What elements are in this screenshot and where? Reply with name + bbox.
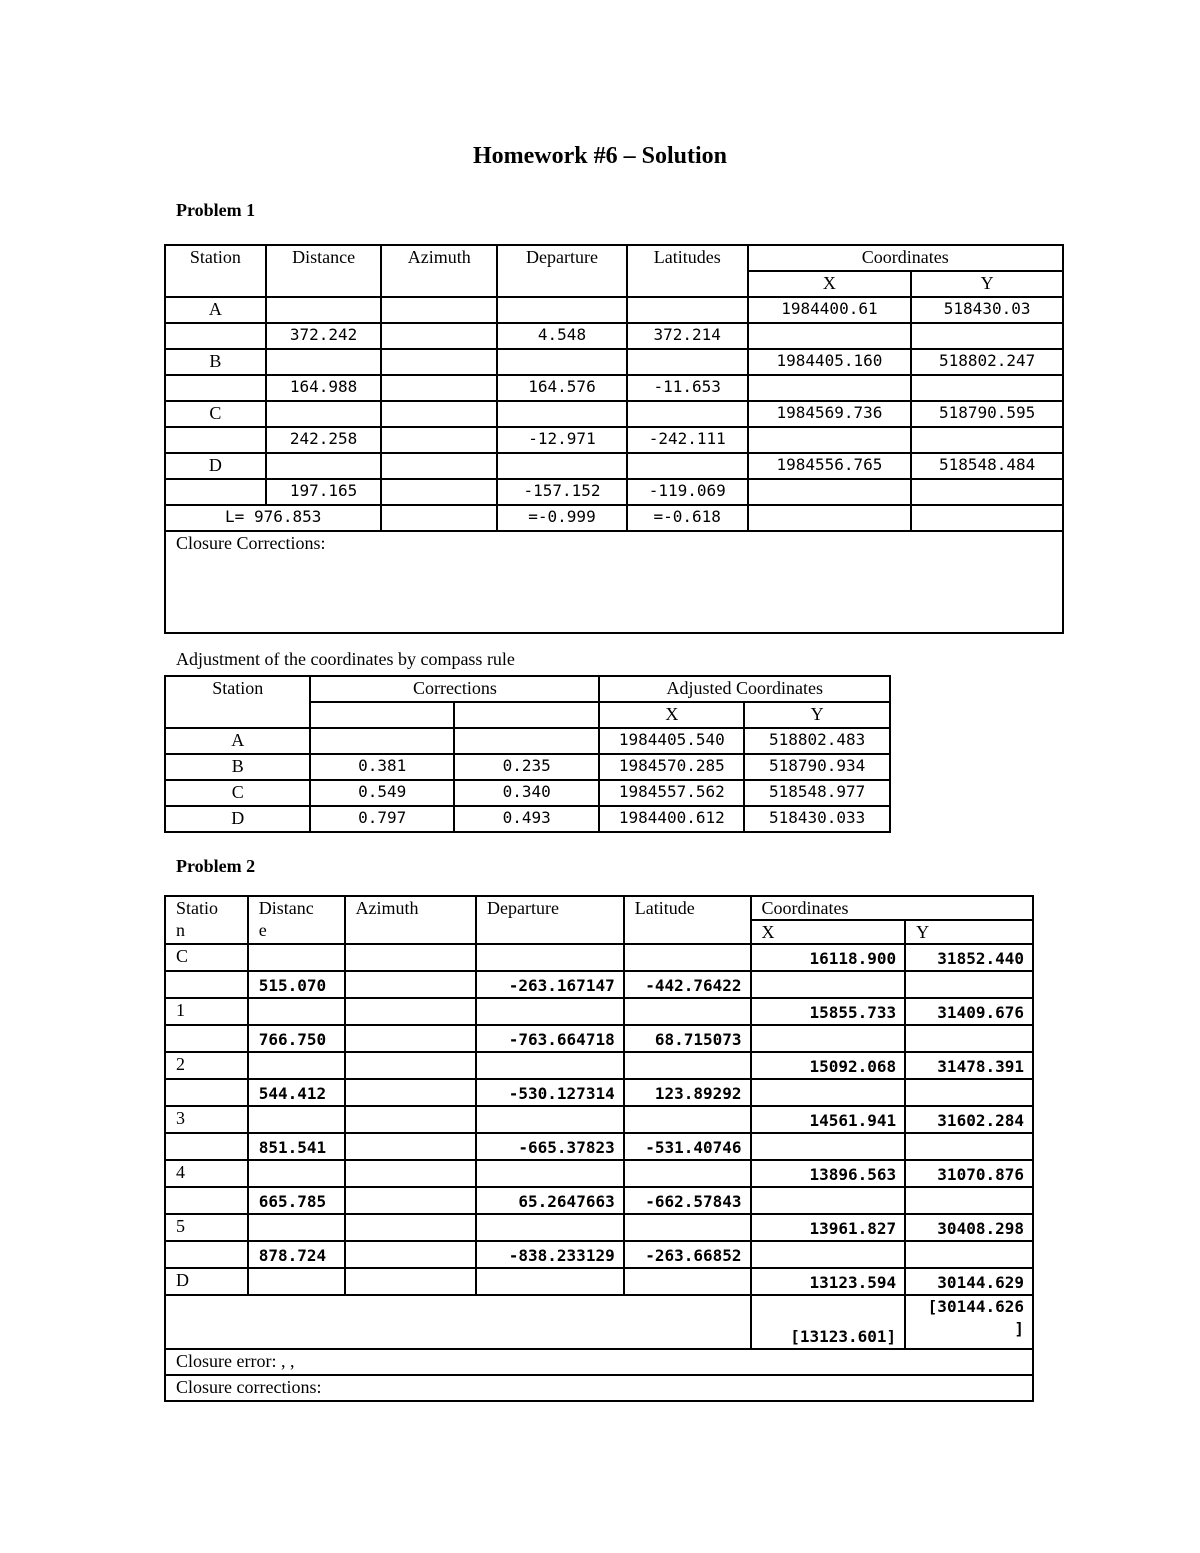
p2-header-departure: Departure xyxy=(476,896,624,944)
empty-cell xyxy=(165,323,266,349)
table-row xyxy=(165,1214,1033,1241)
adj-header-corrections: Corrections xyxy=(310,676,599,702)
header-departure: Departure xyxy=(497,245,627,297)
table-row xyxy=(165,323,1063,349)
adjusted-y-cell: 518548.977 xyxy=(744,780,890,806)
header-coordinates: Coordinates xyxy=(748,245,1063,271)
y-cell: 31070.876 xyxy=(905,1160,1033,1187)
empty-cell xyxy=(381,323,497,349)
y-cell: 30144.629 xyxy=(905,1268,1033,1295)
distance-cell: 544.412 xyxy=(248,1079,345,1106)
empty-cell xyxy=(165,1133,248,1160)
total-latitude: =-0.618 xyxy=(627,505,748,531)
empty-cell xyxy=(345,1025,476,1052)
x-cell: 13123.594 xyxy=(751,1268,906,1295)
latitude-cell: -662.57843 xyxy=(624,1187,751,1214)
p2-header-latitude: Latitude xyxy=(624,896,751,944)
known-y xyxy=(905,1295,1033,1349)
correction-x-cell: 0.381 xyxy=(310,754,453,780)
header-x: X xyxy=(748,271,912,297)
empty-cell xyxy=(627,401,748,427)
table-row xyxy=(165,1052,1033,1079)
distance-cell: 766.750 xyxy=(248,1025,345,1052)
empty-cell xyxy=(911,505,1063,531)
empty-cell xyxy=(476,1106,624,1133)
empty-cell xyxy=(751,971,906,998)
adj-header-x: X xyxy=(599,702,744,728)
departure-cell: -12.971 xyxy=(497,427,627,453)
table-row xyxy=(165,806,890,832)
empty-cell xyxy=(345,1187,476,1214)
empty-cell xyxy=(624,1160,751,1187)
empty-cell xyxy=(751,1133,906,1160)
empty-cell xyxy=(248,1106,345,1133)
departure-cell: -665.37823 xyxy=(476,1133,624,1160)
x-cell: 16118.900 xyxy=(751,944,906,971)
empty-cell xyxy=(476,998,624,1025)
table-row xyxy=(165,780,890,806)
empty-cell xyxy=(751,1079,906,1106)
empty-cell xyxy=(476,1214,624,1241)
distance-cell: 372.242 xyxy=(266,323,382,349)
empty-cell xyxy=(751,1187,906,1214)
empty-cell xyxy=(627,349,748,375)
closure-error: Closure error: , , xyxy=(165,1349,1033,1375)
p2-header-coordinates: Coordinates xyxy=(751,896,1033,920)
empty-cell xyxy=(165,427,266,453)
empty-cell xyxy=(748,323,912,349)
p2-header-y: Y xyxy=(905,920,1033,944)
empty-cell xyxy=(751,1025,906,1052)
table-row xyxy=(165,479,1063,505)
problem1-table xyxy=(164,244,1064,634)
distance-cell: 242.258 xyxy=(266,427,382,453)
latitude-cell: -531.40746 xyxy=(624,1133,751,1160)
x-cell: 15092.068 xyxy=(751,1052,906,1079)
empty-cell xyxy=(165,1025,248,1052)
empty-cell xyxy=(476,944,624,971)
header-y: Y xyxy=(911,271,1063,297)
empty-cell xyxy=(381,375,497,401)
empty-cell xyxy=(748,479,912,505)
empty-cell xyxy=(497,297,627,323)
empty-cell xyxy=(497,349,627,375)
x-cell: 1984569.736 xyxy=(748,401,912,427)
station-cell: D xyxy=(165,1268,248,1295)
y-cell: 518430.03 xyxy=(911,297,1063,323)
empty-cell xyxy=(911,427,1063,453)
table-row xyxy=(165,1079,1033,1106)
known-coordinates-row xyxy=(165,1295,1033,1349)
station-cell: C xyxy=(165,944,248,971)
correction-y-cell: 0.235 xyxy=(454,754,599,780)
empty-cell xyxy=(248,1052,345,1079)
departure-cell: 164.576 xyxy=(497,375,627,401)
latitude-cell: 68.715073 xyxy=(624,1025,751,1052)
problem1-heading: Problem 1 xyxy=(176,200,256,220)
distance-cell: 851.541 xyxy=(248,1133,345,1160)
total-departure: =-0.999 xyxy=(497,505,627,531)
empty-cell xyxy=(345,1052,476,1079)
empty-cell xyxy=(248,998,345,1025)
closure-error-row xyxy=(165,1349,1033,1375)
correction-x-cell xyxy=(310,728,453,754)
empty-cell xyxy=(345,1106,476,1133)
closure-corrections: Closure Corrections: xyxy=(165,531,1063,633)
empty-cell xyxy=(624,1214,751,1241)
y-cell: 31602.284 xyxy=(905,1106,1033,1133)
empty-cell xyxy=(345,1268,476,1295)
adjusted-y-cell: 518430.033 xyxy=(744,806,890,832)
y-cell: 518548.484 xyxy=(911,453,1063,479)
p2-header-x: X xyxy=(751,920,906,944)
empty-cell xyxy=(345,1133,476,1160)
header-azimuth: Azimuth xyxy=(381,245,497,297)
empty-cell xyxy=(748,505,912,531)
adj-header-y: Y xyxy=(744,702,890,728)
empty-cell xyxy=(751,1241,906,1268)
table-row xyxy=(165,1187,1033,1214)
empty-cell xyxy=(345,998,476,1025)
empty-cell xyxy=(748,375,912,401)
problem2-heading: Problem 2 xyxy=(176,856,256,876)
table-row xyxy=(165,971,1033,998)
empty-cell xyxy=(381,349,497,375)
latitude-cell: -119.069 xyxy=(627,479,748,505)
adj-header-blank xyxy=(454,702,599,728)
empty-cell xyxy=(381,453,497,479)
known-y-a: [30144.626 xyxy=(927,1297,1024,1316)
p2-header-distance: Distanc e xyxy=(248,896,345,944)
empty-cell xyxy=(905,1187,1033,1214)
adjusted-x-cell: 1984405.540 xyxy=(599,728,744,754)
closure-corrections-row xyxy=(165,1375,1033,1401)
empty-cell xyxy=(266,349,382,375)
x-cell: 13961.827 xyxy=(751,1214,906,1241)
latitude-cell: 372.214 xyxy=(627,323,748,349)
adjusted-x-cell: 1984400.612 xyxy=(599,806,744,832)
table-row xyxy=(165,998,1033,1025)
empty-cell xyxy=(266,297,382,323)
correction-y-cell: 0.493 xyxy=(454,806,599,832)
total-length: L= 976.853 xyxy=(165,505,381,531)
table-row xyxy=(165,297,1063,323)
station-cell: 3 xyxy=(165,1106,248,1133)
empty-cell xyxy=(165,479,266,505)
empty-cell xyxy=(248,1160,345,1187)
empty-cell xyxy=(266,453,382,479)
empty-cell xyxy=(165,971,248,998)
known-y-b: ] xyxy=(1014,1319,1024,1338)
x-cell: 15855.733 xyxy=(751,998,906,1025)
x-cell: 14561.941 xyxy=(751,1106,906,1133)
empty-cell xyxy=(248,944,345,971)
station-cell: 2 xyxy=(165,1052,248,1079)
empty-cell xyxy=(266,401,382,427)
header-latitudes: Latitudes xyxy=(627,245,748,297)
empty-cell xyxy=(345,944,476,971)
empty-cell xyxy=(248,1268,345,1295)
empty-cell xyxy=(165,1295,751,1349)
empty-cell xyxy=(165,375,266,401)
adjusted-x-cell: 1984557.562 xyxy=(599,780,744,806)
problem2-table xyxy=(164,895,1034,1402)
adj-header-adjusted: Adjusted Coordinates xyxy=(599,676,890,702)
empty-cell xyxy=(381,401,497,427)
station-cell: 4 xyxy=(165,1160,248,1187)
empty-cell xyxy=(381,505,497,531)
known-x: [13123.601] xyxy=(751,1295,906,1349)
station-cell: C xyxy=(165,780,310,806)
latitude-cell: -242.111 xyxy=(627,427,748,453)
latitude-cell: -263.66852 xyxy=(624,1241,751,1268)
distance-cell: 197.165 xyxy=(266,479,382,505)
empty-cell xyxy=(911,479,1063,505)
table-row xyxy=(165,1133,1033,1160)
empty-cell xyxy=(627,297,748,323)
empty-cell xyxy=(748,427,912,453)
departure-cell: -838.233129 xyxy=(476,1241,624,1268)
station-cell: D xyxy=(165,806,310,832)
empty-cell xyxy=(905,1025,1033,1052)
x-cell: 13896.563 xyxy=(751,1160,906,1187)
table-row xyxy=(165,375,1063,401)
totals-row xyxy=(165,505,1063,531)
station-cell: B xyxy=(165,754,310,780)
empty-cell xyxy=(165,1241,248,1268)
empty-cell xyxy=(624,1052,751,1079)
station-cell: 5 xyxy=(165,1214,248,1241)
table-row xyxy=(165,1268,1033,1295)
departure-cell: -763.664718 xyxy=(476,1025,624,1052)
y-cell: 30408.298 xyxy=(905,1214,1033,1241)
header-distance: Distance xyxy=(266,245,382,297)
y-cell: 31852.440 xyxy=(905,944,1033,971)
table-row xyxy=(165,1160,1033,1187)
empty-cell xyxy=(905,1079,1033,1106)
empty-cell xyxy=(624,944,751,971)
departure-cell: 4.548 xyxy=(497,323,627,349)
closure-corrections: Closure corrections: xyxy=(165,1375,1033,1401)
empty-cell xyxy=(345,1079,476,1106)
empty-cell xyxy=(345,1241,476,1268)
table-row xyxy=(165,1106,1033,1133)
table-row xyxy=(165,754,890,780)
correction-x-cell: 0.549 xyxy=(310,780,453,806)
adj-header-blank xyxy=(310,702,453,728)
empty-cell xyxy=(476,1052,624,1079)
departure-cell: -530.127314 xyxy=(476,1079,624,1106)
empty-cell xyxy=(624,1268,751,1295)
empty-cell xyxy=(345,1214,476,1241)
closure-row xyxy=(165,531,1063,633)
distance-cell: 665.785 xyxy=(248,1187,345,1214)
p2-header-station: Statio n xyxy=(165,896,248,944)
empty-cell xyxy=(497,453,627,479)
adjusted-x-cell: 1984570.285 xyxy=(599,754,744,780)
correction-x-cell: 0.797 xyxy=(310,806,453,832)
station-cell: 1 xyxy=(165,998,248,1025)
adjustment-caption: Adjustment of the coordinates by compass rule xyxy=(176,649,515,669)
distance-cell: 515.070 xyxy=(248,971,345,998)
station-cell: A xyxy=(165,728,310,754)
empty-cell xyxy=(624,998,751,1025)
station-cell: C xyxy=(165,401,266,427)
latitude-cell: -11.653 xyxy=(627,375,748,401)
departure-cell: -157.152 xyxy=(497,479,627,505)
y-cell: 31409.676 xyxy=(905,998,1033,1025)
correction-y-cell xyxy=(454,728,599,754)
adjusted-y-cell: 518790.934 xyxy=(744,754,890,780)
latitude-cell: -442.76422 xyxy=(624,971,751,998)
distance-cell: 878.724 xyxy=(248,1241,345,1268)
empty-cell xyxy=(624,1106,751,1133)
y-cell: 518802.247 xyxy=(911,349,1063,375)
empty-cell xyxy=(905,971,1033,998)
table-row xyxy=(165,1025,1033,1052)
empty-cell xyxy=(905,1133,1033,1160)
empty-cell xyxy=(345,971,476,998)
page-title: Homework #6 – Solution xyxy=(472,143,727,169)
station-cell: D xyxy=(165,453,266,479)
table-row xyxy=(165,349,1063,375)
empty-cell xyxy=(911,323,1063,349)
header-station: Station xyxy=(165,245,266,297)
adjusted-y-cell: 518802.483 xyxy=(744,728,890,754)
empty-cell xyxy=(248,1214,345,1241)
empty-cell xyxy=(165,1079,248,1106)
empty-cell xyxy=(905,1241,1033,1268)
y-cell: 518790.595 xyxy=(911,401,1063,427)
correction-y-cell: 0.340 xyxy=(454,780,599,806)
adjustment-table xyxy=(164,675,891,833)
table-row xyxy=(165,728,890,754)
table-row xyxy=(165,401,1063,427)
empty-cell xyxy=(345,1160,476,1187)
x-cell: 1984405.160 xyxy=(748,349,912,375)
table-row xyxy=(165,944,1033,971)
empty-cell xyxy=(476,1268,624,1295)
y-cell: 31478.391 xyxy=(905,1052,1033,1079)
table-row xyxy=(165,1241,1033,1268)
empty-cell xyxy=(381,479,497,505)
empty-cell xyxy=(497,401,627,427)
empty-cell xyxy=(381,297,497,323)
adj-header-station: Station xyxy=(165,676,310,728)
station-cell: A xyxy=(165,297,266,323)
departure-cell: 65.2647663 xyxy=(476,1187,624,1214)
empty-cell xyxy=(381,427,497,453)
table-row xyxy=(165,427,1063,453)
p2-header-azimuth: Azimuth xyxy=(345,896,476,944)
station-cell: B xyxy=(165,349,266,375)
departure-cell: -263.167147 xyxy=(476,971,624,998)
distance-cell: 164.988 xyxy=(266,375,382,401)
table-row xyxy=(165,453,1063,479)
latitude-cell: 123.89292 xyxy=(624,1079,751,1106)
empty-cell xyxy=(627,453,748,479)
empty-cell xyxy=(911,375,1063,401)
empty-cell xyxy=(476,1160,624,1187)
x-cell: 1984400.61 xyxy=(748,297,912,323)
empty-cell xyxy=(165,1187,248,1214)
x-cell: 1984556.765 xyxy=(748,453,912,479)
